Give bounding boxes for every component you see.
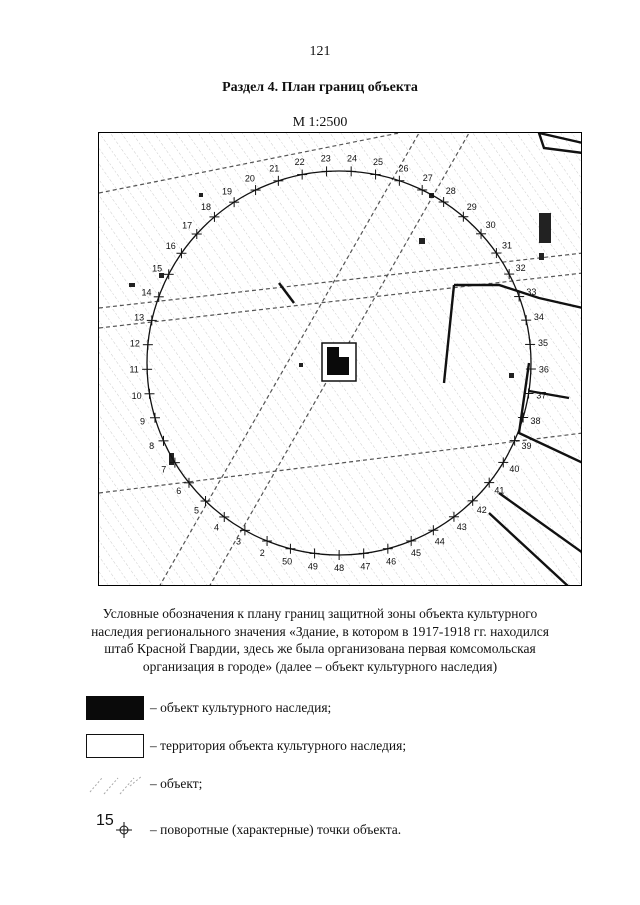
turning-point-label: 30 bbox=[485, 220, 496, 231]
turning-point-label: 46 bbox=[386, 556, 397, 567]
turning-point-label: 36 bbox=[538, 364, 549, 375]
legend-label: – территория объекта культурного наследия; bbox=[150, 738, 407, 753]
turning-point-label: 38 bbox=[530, 416, 541, 427]
turning-point-label: 28 bbox=[445, 186, 456, 197]
turning-point-number: 15 bbox=[96, 812, 114, 829]
turning-point-label: 45 bbox=[411, 547, 422, 558]
turning-point-label: 31 bbox=[502, 240, 513, 251]
turning-point-label: 44 bbox=[434, 536, 445, 547]
turning-point-label: 25 bbox=[373, 156, 384, 167]
turning-point-label: 10 bbox=[131, 390, 142, 401]
map-drawing bbox=[99, 133, 582, 586]
turning-point-label: 7 bbox=[161, 464, 167, 475]
turning-point-label: 14 bbox=[141, 287, 152, 298]
section-title: Раздел 4. План границ объекта bbox=[222, 80, 418, 95]
turning-point-label: 3 bbox=[236, 536, 242, 547]
turning-point-label: 6 bbox=[176, 485, 182, 496]
turning-point-label: 12 bbox=[129, 338, 140, 349]
heritage-object bbox=[322, 343, 356, 381]
page-number: 121 bbox=[309, 44, 331, 59]
turning-point-label: 49 bbox=[307, 561, 318, 572]
turning-point-label: 48 bbox=[334, 562, 345, 573]
dashed-hatch-icon bbox=[86, 772, 144, 796]
map-scale: М 1:2500 bbox=[292, 115, 348, 130]
turning-point-label: 37 bbox=[536, 390, 547, 401]
turning-point-label: 26 bbox=[398, 163, 409, 174]
turning-point-label: 21 bbox=[269, 163, 280, 174]
turning-point-label: 23 bbox=[320, 153, 331, 164]
legend-label: – объект; bbox=[150, 776, 203, 791]
turning-point-label: 33 bbox=[526, 287, 537, 298]
turning-point-label: 27 bbox=[422, 173, 433, 184]
white-rectangle-icon bbox=[86, 734, 144, 758]
turning-point-label: 16 bbox=[165, 240, 176, 251]
legend-label: – поворотные (характерные) точки объекта. bbox=[150, 822, 402, 837]
turning-point-label: 50 bbox=[282, 556, 293, 567]
crosshair-icon bbox=[116, 822, 132, 838]
turning-point-label: 32 bbox=[515, 263, 526, 274]
turning-point-label: 40 bbox=[509, 464, 520, 475]
turning-point-label: 34 bbox=[533, 312, 544, 323]
legend-label: – объект культурного наследия; bbox=[150, 700, 332, 715]
turning-point-label: 18 bbox=[200, 201, 212, 212]
turning-point-label: 19 bbox=[222, 186, 233, 197]
turning-point-label: 15 bbox=[152, 263, 163, 274]
turning-point-label: 13 bbox=[134, 312, 145, 323]
turning-point-label: 4 bbox=[213, 522, 220, 533]
turning-point-label: 5 bbox=[193, 505, 199, 516]
turning-point-label: 11 bbox=[129, 364, 139, 375]
turning-point-label: 20 bbox=[244, 173, 255, 184]
turning-point-label: 39 bbox=[521, 440, 532, 451]
turning-point-label: 9 bbox=[140, 416, 146, 427]
turning-point-label: 22 bbox=[294, 156, 305, 167]
turning-point-label: 42 bbox=[476, 505, 487, 516]
legend-caption: Условные обозначения к плану границ защитной зоны объекта культурного наследия регионального значения «Здание, в котором в 1917-1918 гг. находился штаб Красной Гвардии, здесь же была организована первая комсомольская организация в городе» (далее – объект культурного наследия) bbox=[91, 606, 549, 674]
turning-point-label: 24 bbox=[346, 153, 357, 164]
turning-point-label: 2 bbox=[259, 548, 265, 559]
turning-point-label: 17 bbox=[182, 220, 193, 231]
turning-point-label: 47 bbox=[360, 561, 371, 572]
turning-point-sample bbox=[86, 812, 144, 842]
black-rectangle-icon bbox=[86, 696, 144, 720]
turning-point-label: 43 bbox=[456, 522, 467, 533]
turning-point-label: 29 bbox=[466, 201, 477, 212]
boundary-map bbox=[98, 132, 582, 586]
turning-point-label: 35 bbox=[538, 338, 549, 349]
turning-point-label: 8 bbox=[149, 441, 155, 452]
turning-point-label: 41 bbox=[494, 485, 505, 496]
